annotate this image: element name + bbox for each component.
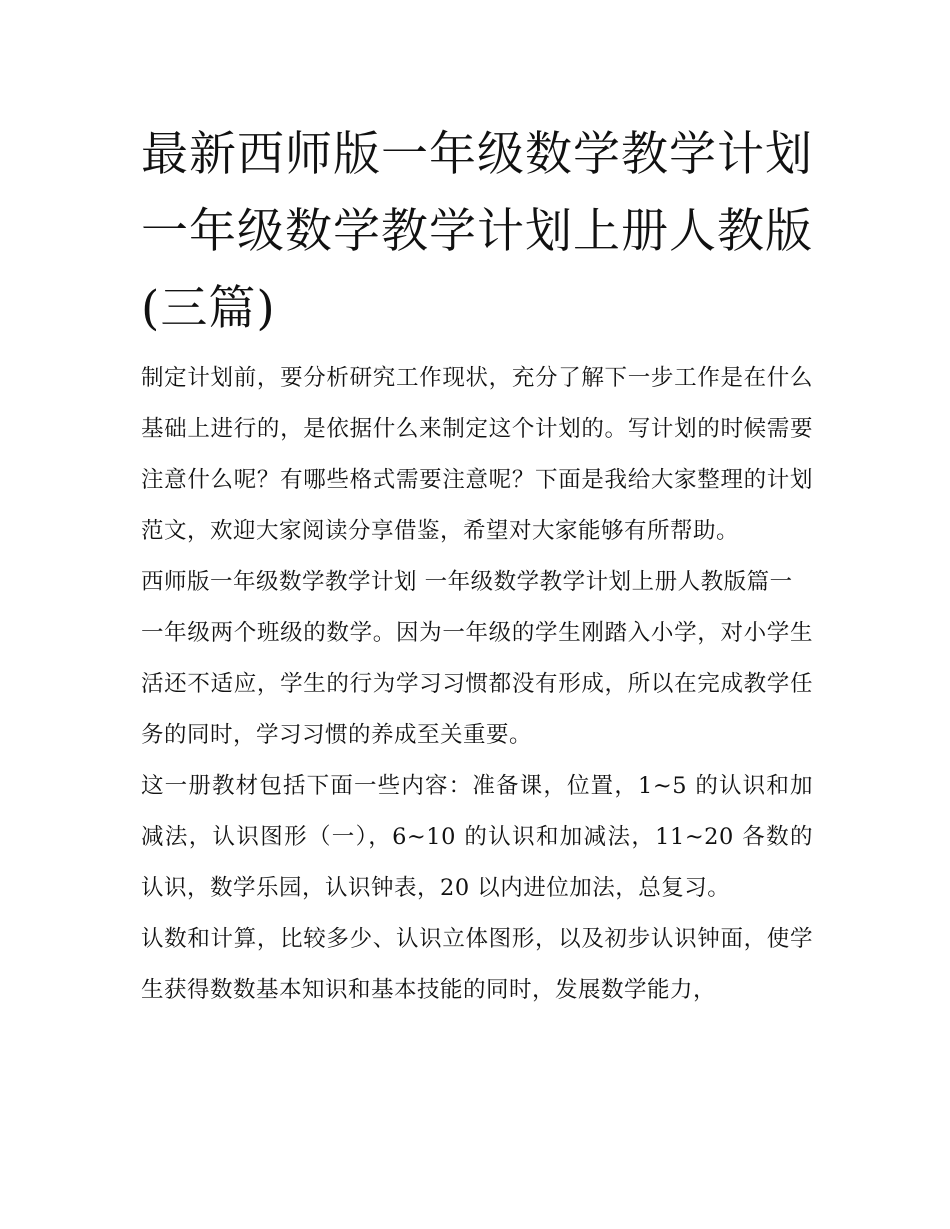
body-paragraph: 认数和计算，比较多少、认识立体图形，以及初步认识钟面，使学生获得数数基本知识和基本技能的同时，发展数学能力， bbox=[141, 926, 813, 1003]
body-paragraph: 一年级两个班级的数学。因为一年级的学生刚踏入小学，对小学生活还不适应，学生的行为学习习惯都没有形成，所以在完成教学任务的同时，学习习惯的养成至关重要。 bbox=[141, 620, 813, 748]
intro-paragraph: 制定计划前，要分析研究工作现状，充分了解下一步工作是在什么基础上进行的，是依据什么来制定这个计划的。写计划的时候需要注意什么呢？有哪些格式需要注意呢？下面是我给大家整理的计划范文，欢迎大家阅读分享借鉴，希望对大家能够有所帮助。 bbox=[141, 365, 813, 544]
document-title: 最新西师版一年级数学教学计划 一年级数学教学计划上册人教版(三篇) bbox=[141, 127, 813, 336]
section-heading: 西师版一年级数学教学计划 一年级数学教学计划上册人教版篇一 bbox=[141, 569, 793, 595]
body-paragraph: 这一册教材包括下面一些内容：准备课，位置，1~5 的认识和加减法，认识图形（一），6~10 的认识和加减法，11~20 各数的认识，数学乐园，认识钟表，20 以内进位加法，总复习。 bbox=[141, 773, 813, 901]
document-content bbox=[141, 116, 813, 1016]
